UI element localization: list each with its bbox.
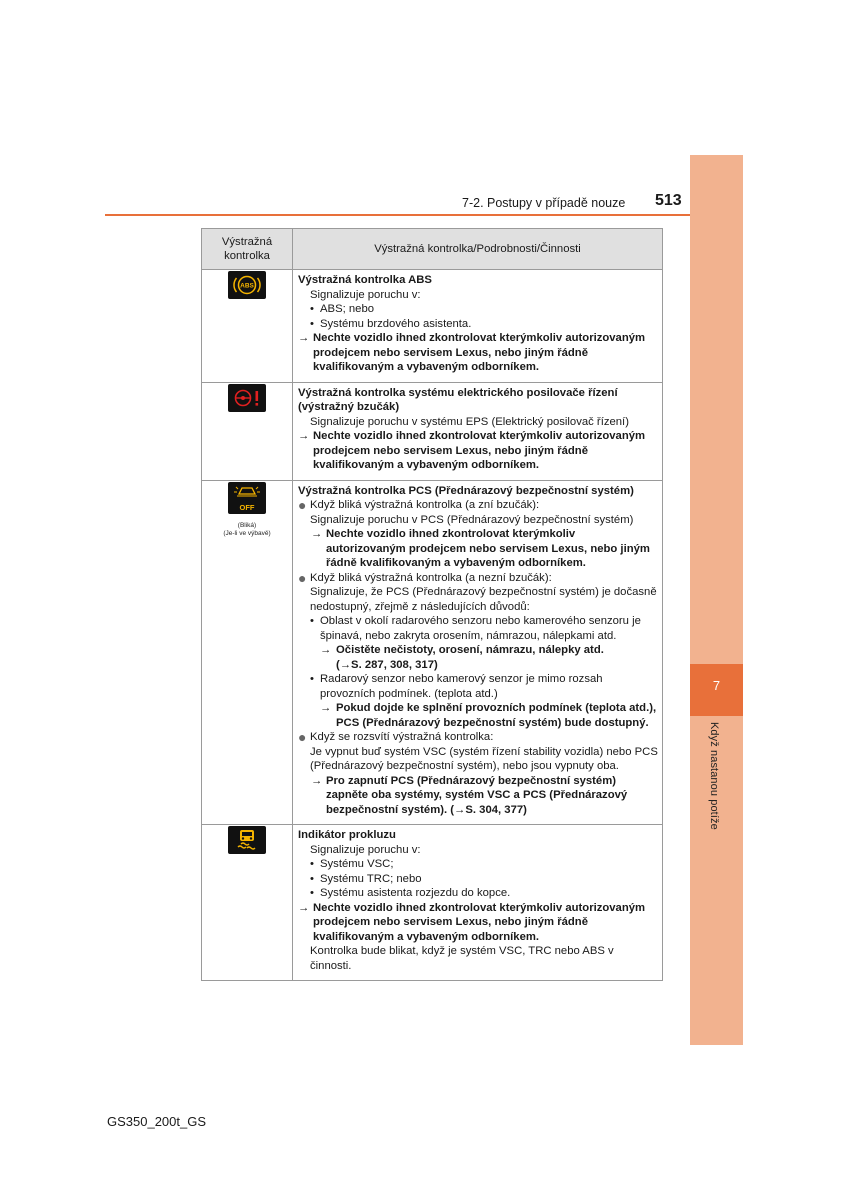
action-item	[298, 774, 658, 818]
action-text: Očistěte nečistoty, orosení, námrazu, nálepky atd.	[336, 644, 604, 656]
bullet-item: • Systému TRC; nebo	[310, 872, 422, 885]
bullet-item: • Systému VSC;	[310, 858, 394, 870]
condition-item	[298, 571, 658, 586]
col-header-details: Výstražná kontrolka/Podrobnosti/Činnosti	[293, 229, 663, 270]
arrow-icon: →	[311, 528, 323, 540]
arrow-icon: →	[298, 430, 310, 442]
bullet-text: Radarový senzor nebo kamerový senzor je mimo rozsah provozních podmínek. (teplota atd.)	[320, 673, 603, 700]
action-item	[298, 331, 658, 375]
icon-cell	[202, 480, 293, 825]
row-text: Signalizuje, že PCS (Přednárazový bezpečnostní systém) je dočasně nedostupný, zřejmě z následujících důvodů:	[310, 586, 657, 613]
action-item	[298, 527, 658, 571]
row-text: Signalizuje poruchu v systému EPS (Elektrický posilovač řízení)	[310, 415, 629, 428]
chapter-label: Když nastanou potíže	[708, 722, 720, 830]
action-text: Nechte vozidlo ihned zkontrolovat kterýmkoliv autorizovaným prodejcem nebo servisem Lexus, nebo jiným řádně kvalifikovaným a vybaveným odborníkem.	[313, 332, 646, 373]
row-text: Signalizuje poruchu v PCS (Přednárazový bezpečnostní systém)	[310, 513, 634, 526]
bullet-item: • Oblast v okolí radarového senzoru nebo kamerového senzoru je špinavá, nebo zakryta orosením, námrazou, nálepkami atd.	[310, 615, 641, 642]
condition-item	[298, 730, 658, 745]
row-text: Signalizuje poruchu v:	[310, 843, 421, 856]
icon-cell	[202, 270, 293, 383]
arrow-icon: →	[311, 774, 323, 787]
warning-lights-table	[201, 228, 663, 981]
action-text: Nechte vozidlo ihned zkontrolovat kterýmkoliv autorizovaným prodejcem nebo servisem Lexus, nebo jiným řádně kvalifikovaným a vybaveným odborníkem.	[313, 901, 646, 943]
action-text: Nechte vozidlo ihned zkontrolovat kterýmkoliv autorizovaným prodejcem nebo servisem Lexus, nebo jiným řádně kvalifikovaným a vybaveným odborníkem.	[326, 528, 650, 569]
details-cell	[293, 270, 663, 383]
col-header-light: Výstražná kontrolka	[202, 229, 293, 270]
chapter-number-tab[interactable]: 7	[690, 664, 743, 716]
condition-dot-icon: ●	[298, 729, 307, 745]
action-item	[298, 643, 658, 658]
row-text: Signalizuje poruchu v:	[310, 288, 421, 301]
icon-caption-equipment: (Je-li ve výbavě)	[223, 530, 271, 537]
row-text: Kontrolka bude blikat, když je systém VSC, TRC nebo ABS v činnosti.	[310, 945, 614, 972]
table-row	[202, 382, 663, 480]
bullet-item: • ABS; nebo	[310, 303, 375, 315]
details-cell	[293, 480, 663, 825]
condition-text: Když bliká výstražná kontrolka (a zní bzučák):	[310, 499, 540, 511]
arrow-icon: →	[320, 702, 332, 714]
action-item	[298, 701, 658, 730]
action-text: Pro zapnutí PCS (Přednárazový bezpečnostní systém) zapněte oba systémy, systém VSC a PCS (Přednárazový bezpečnostní systém). (→S. 304, 377)	[326, 774, 628, 816]
bullet-text: Oblast v okolí radarového senzoru nebo kamerového senzoru je špinavá, nebo zakryta orosením, námrazou, nálepkami atd.	[320, 615, 641, 642]
bullet-text: Systému asistenta rozjezdu do kopce.	[320, 887, 511, 899]
table-header-row	[202, 229, 663, 270]
condition-dot-icon: ●	[298, 569, 307, 586]
row-title: Indikátor prokluzu	[298, 829, 396, 841]
svg-text:ABS: ABS	[240, 282, 254, 290]
arrow-icon: →	[320, 644, 332, 656]
icon-caption-blink: (Bliká)	[237, 522, 257, 529]
abs-warning-icon	[228, 271, 266, 299]
table-row	[202, 825, 663, 981]
action-item	[298, 429, 658, 473]
action-text: Pokud dojde ke splnění provozních podmínek (teplota atd.), PCS (Přednárazový bezpečnostní systém) bude dostupný.	[336, 702, 657, 729]
details-cell	[293, 825, 663, 981]
row-title: Výstražná kontrolka PCS (Přednárazový bezpečnostní systém)	[298, 484, 634, 497]
page-reference[interactable]: (→S. 287, 308, 317)	[336, 658, 438, 671]
action-item	[298, 901, 658, 945]
bullet-item: • Systému brzdového asistenta.	[310, 317, 472, 330]
row-title: Výstražná kontrolka systému elektrického posilovače řízení (výstražný bzučák)	[298, 386, 618, 413]
details-cell	[293, 382, 663, 480]
bullet-text: Systému VSC;	[320, 858, 394, 870]
slip-indicator-icon	[228, 826, 266, 854]
bullet-text: ABS; nebo	[320, 303, 375, 315]
table-row	[202, 270, 663, 383]
pcs-off-label: OFF	[239, 502, 255, 512]
bullet-item: • Systému asistenta rozjezdu do kopce.	[310, 887, 511, 899]
header-divider	[105, 214, 690, 216]
arrow-icon: →	[298, 332, 310, 344]
bullet-item: • Radarový senzor nebo kamerový senzor je mimo rozsah provozních podmínek. (teplota atd.)	[310, 673, 603, 700]
condition-text: Když se rozsvítí výstražná kontrolka:	[310, 731, 494, 743]
condition-text: Když bliká výstražná kontrolka (a nezní bzučák):	[310, 571, 552, 584]
icon-cell	[202, 825, 293, 981]
footer-model-code: GS350_200t_GS	[107, 1114, 207, 1129]
pcs-warning-icon	[228, 482, 266, 514]
action-text: Nechte vozidlo ihned zkontrolovat kterýmkoliv autorizovaným prodejcem nebo servisem Lexus, nebo jiným řádně kvalifikovaným a vybaveným odborníkem.	[313, 430, 646, 471]
row-text: Je vypnut buď systém VSC (systém řízení stability vozidla) nebo PCS (Přednárazový bezpečnostní systém), nebo jsou vypnuty oba.	[310, 745, 658, 772]
condition-item	[298, 498, 658, 513]
condition-dot-icon: ●	[298, 497, 307, 513]
table-row	[202, 480, 663, 825]
page-number: 513	[655, 192, 682, 209]
row-title: Výstražná kontrolka ABS	[298, 274, 432, 286]
section-title: 7-2. Postupy v případě nouze	[462, 196, 626, 210]
chapter-side-tab	[690, 155, 743, 1045]
icon-cell	[202, 382, 293, 480]
eps-warning-icon	[228, 384, 266, 412]
bullet-text: Systému TRC; nebo	[320, 872, 422, 885]
bullet-text: Systému brzdového asistenta.	[320, 317, 472, 330]
arrow-icon: →	[298, 901, 310, 914]
